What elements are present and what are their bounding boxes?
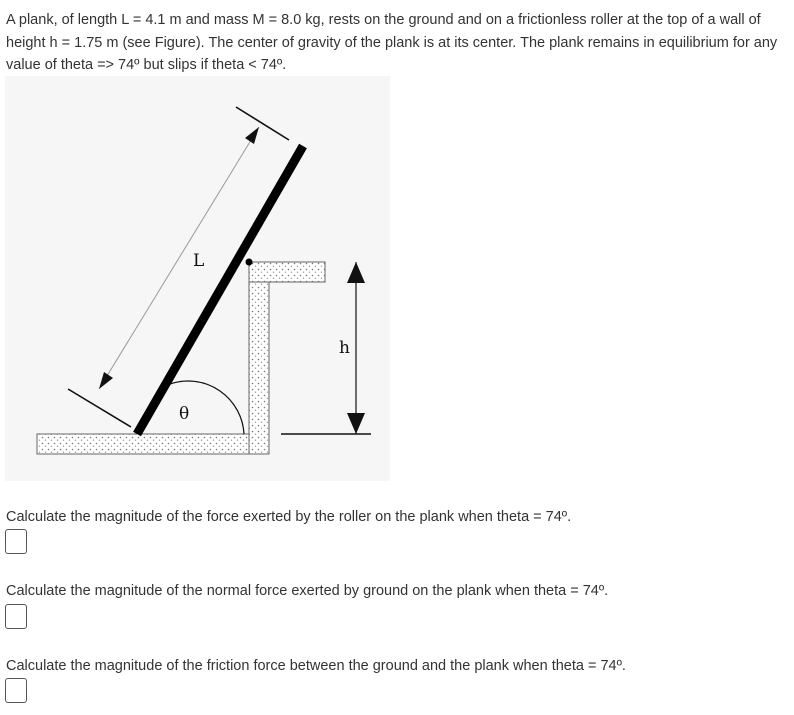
wall: [249, 262, 269, 454]
length-arrow-top-icon: [245, 127, 259, 144]
answer-normal-force-input[interactable]: [5, 604, 27, 629]
answer-roller-force-input[interactable]: [5, 529, 27, 554]
wall-ledge: [249, 262, 325, 282]
length-tick-top: [236, 107, 289, 140]
length-tick-bottom: [68, 389, 131, 427]
label-L: L: [193, 251, 205, 271]
length-arrow-bottom-icon: [99, 372, 113, 389]
height-arrow-bottom-icon: [347, 413, 365, 434]
question-friction-force: Calculate the magnitude of the friction force between the ground and the plank when theta = 74º.: [6, 658, 626, 674]
roller: [246, 259, 253, 266]
question-roller-force: Calculate the magnitude of the force exerted by the roller on the plank when theta = 74º.: [6, 509, 572, 525]
plank-diagram: [5, 76, 390, 481]
answer-friction-force-input[interactable]: [5, 678, 27, 703]
problem-statement: A plank, of length L = 4.1 m and mass M = 8.0 kg, rests on the ground and on a frictionless roller at the top of a wall of height h = 1.75 m (see Figure). The center of gravity of the plank is at its center. The plank remains in equilibrium for any value of theta => 74º but slips if theta < 74º.: [6, 12, 778, 73]
label-h: h: [339, 338, 350, 358]
label-theta: θ: [179, 404, 190, 424]
plank-figure: [5, 76, 390, 481]
height-arrow-top-icon: [347, 262, 365, 283]
question-normal-force: Calculate the magnitude of the normal force exerted by ground on the plank when theta = 74º.: [6, 583, 609, 599]
ground: [37, 434, 269, 454]
